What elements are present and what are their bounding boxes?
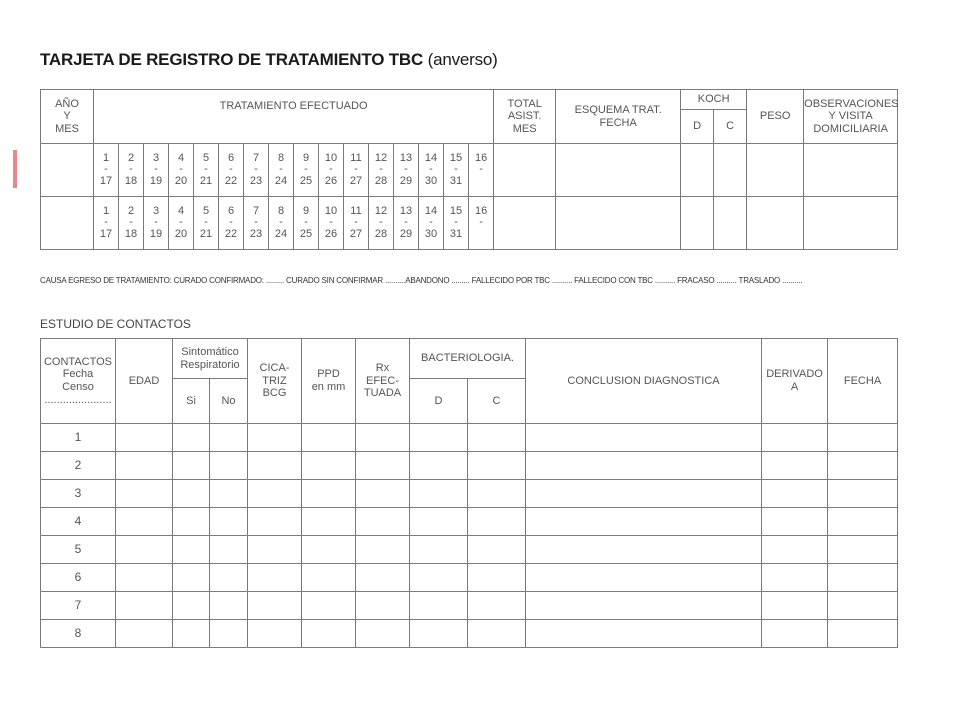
esquema-cell[interactable] — [556, 144, 681, 197]
day-number: 7 — [252, 204, 260, 217]
day-pair-cell[interactable] — [94, 197, 119, 250]
day-pair-cell[interactable] — [444, 144, 469, 197]
contact-row — [41, 592, 898, 620]
day-pair-cell[interactable] — [194, 144, 219, 197]
ppd-cell[interactable] — [302, 452, 356, 480]
day-pair-cell[interactable] — [294, 144, 319, 197]
bact-d-cell[interactable] — [410, 508, 468, 536]
header-koch-d: D — [681, 110, 714, 144]
no-cell[interactable] — [210, 564, 248, 592]
conclusion-cell[interactable] — [526, 564, 762, 592]
day-pair-cell[interactable] — [419, 197, 444, 250]
total-cell[interactable] — [494, 144, 556, 197]
day-pair-cell[interactable] — [219, 144, 244, 197]
day-number: 2 — [127, 204, 135, 217]
day-number: 25 — [299, 174, 313, 187]
header-si: Si — [173, 379, 210, 424]
day-number — [469, 176, 493, 188]
day-pair-cell[interactable] — [469, 197, 494, 250]
day-pair-cell[interactable] — [144, 144, 169, 197]
contacto-cell[interactable]: 8 — [41, 620, 116, 648]
day-pair-cell[interactable] — [194, 197, 219, 250]
day-pair-cell[interactable] — [469, 144, 494, 197]
header-fecha: FECHA — [828, 339, 898, 424]
day-number: 7 — [252, 151, 260, 164]
day-number: - — [454, 216, 458, 229]
conclusion-cell[interactable] — [526, 508, 762, 536]
day-number: 11 — [350, 204, 362, 217]
edad-cell[interactable] — [116, 480, 173, 508]
day-number: - — [379, 163, 383, 176]
title-sub: (anverso) — [427, 50, 498, 69]
day-number: 28 — [374, 227, 388, 240]
day-number: 9 — [302, 204, 310, 217]
derivado-cell[interactable] — [762, 452, 828, 480]
day-number: 13 — [399, 151, 413, 164]
day-number: 3 — [152, 151, 160, 164]
day-number: 23 — [249, 174, 263, 187]
header-derivado-a: DERIVADO A — [762, 339, 828, 424]
bact-d-cell[interactable] — [410, 536, 468, 564]
total-cell[interactable] — [494, 197, 556, 250]
day-number: 20 — [174, 227, 188, 240]
header-peso: PESO — [747, 90, 804, 144]
no-cell[interactable] — [210, 452, 248, 480]
day-number: 18 — [124, 227, 138, 240]
day-number: 11 — [350, 151, 362, 164]
day-number: - — [354, 163, 358, 176]
edad-cell[interactable] — [116, 564, 173, 592]
header-total-asist-mes: TOTAL ASIST. MES — [494, 90, 556, 144]
header-cicatriz-bcg: CICA- TRIZ BCG — [248, 339, 302, 424]
contact-row — [41, 536, 898, 564]
observaciones-cell[interactable] — [804, 144, 898, 197]
day-pair-cell[interactable] — [419, 144, 444, 197]
day-number: - — [429, 216, 433, 229]
day-pair-cell[interactable] — [144, 197, 169, 250]
day-number: 14 — [424, 151, 438, 164]
header-tratamiento-efectuado: TRATAMIENTO EFECTUADO — [94, 90, 494, 144]
day-number: 14 — [424, 204, 438, 217]
day-number: - — [129, 216, 133, 229]
rx-cell[interactable] — [356, 424, 410, 452]
conclusion-cell[interactable] — [526, 536, 762, 564]
contact-row — [41, 424, 898, 452]
day-number: - — [254, 216, 258, 229]
day-number: 10 — [324, 151, 338, 164]
derivado-cell[interactable] — [762, 536, 828, 564]
fecha-cell[interactable] — [828, 480, 898, 508]
day-number: 21 — [199, 174, 213, 187]
contacto-cell[interactable]: 2 — [41, 452, 116, 480]
day-number: 22 — [224, 174, 238, 187]
header-bact-c: C — [468, 379, 526, 424]
fecha-cell[interactable] — [828, 592, 898, 620]
day-number: 1 — [102, 204, 110, 217]
day-pair-cell[interactable] — [244, 144, 269, 197]
ppd-cell[interactable] — [302, 424, 356, 452]
si-cell[interactable] — [173, 620, 210, 648]
bact-c-cell[interactable] — [468, 452, 526, 480]
day-number: - — [404, 163, 408, 176]
contacto-cell[interactable]: 3 — [41, 480, 116, 508]
bact-d-cell[interactable] — [410, 592, 468, 620]
ppd-cell[interactable] — [302, 592, 356, 620]
header-edad: EDAD — [116, 339, 173, 424]
contacto-cell[interactable]: 7 — [41, 592, 116, 620]
bact-d-cell[interactable] — [410, 452, 468, 480]
no-cell[interactable] — [210, 536, 248, 564]
no-cell[interactable] — [210, 592, 248, 620]
header-ano-y-mes: AÑO Y MES — [41, 90, 94, 144]
bact-c-cell[interactable] — [468, 480, 526, 508]
day-number: 21 — [199, 227, 213, 240]
contacto-cell[interactable]: 1 — [41, 424, 116, 452]
day-pair-cell[interactable] — [119, 144, 144, 197]
day-number: - — [229, 163, 233, 176]
day-number: 22 — [224, 227, 238, 240]
bact-c-cell[interactable] — [468, 536, 526, 564]
bact-c-cell[interactable] — [468, 508, 526, 536]
contacto-cell[interactable]: 6 — [41, 564, 116, 592]
derivado-cell[interactable] — [762, 592, 828, 620]
day-pair-cell[interactable] — [269, 197, 294, 250]
ano-mes-cell[interactable] — [41, 197, 94, 250]
derivado-cell[interactable] — [762, 564, 828, 592]
si-cell[interactable] — [173, 508, 210, 536]
contact-row — [41, 564, 898, 592]
bact-d-cell[interactable] — [410, 620, 468, 648]
day-pair-cell[interactable] — [394, 144, 419, 197]
contact-row — [41, 508, 898, 536]
koch-c-cell[interactable] — [714, 197, 747, 250]
edad-cell[interactable] — [116, 424, 173, 452]
day-number: 5 — [202, 151, 210, 164]
day-pair-cell[interactable] — [319, 144, 344, 197]
fecha-cell[interactable] — [828, 536, 898, 564]
day-number: - — [379, 216, 383, 229]
day-number: - — [279, 163, 283, 176]
day-number: 4 — [177, 204, 185, 217]
header-no: No — [210, 379, 248, 424]
day-number: 13 — [399, 204, 413, 217]
fecha-cell[interactable] — [828, 508, 898, 536]
day-number: 24 — [274, 174, 288, 187]
day-number: 29 — [399, 227, 413, 240]
ppd-cell[interactable] — [302, 536, 356, 564]
day-pair-cell[interactable] — [169, 197, 194, 250]
fecha-cell[interactable] — [828, 620, 898, 648]
header-ppd: PPD en mm — [302, 339, 356, 424]
peso-cell[interactable] — [747, 197, 804, 250]
day-number: 17 — [99, 174, 113, 187]
bact-c-cell[interactable] — [468, 424, 526, 452]
ppd-cell[interactable] — [302, 620, 356, 648]
bact-c-cell[interactable] — [468, 592, 526, 620]
header-koch-c: C — [714, 110, 747, 144]
rx-cell[interactable] — [356, 480, 410, 508]
day-number: 17 — [99, 227, 113, 240]
ano-mes-cell[interactable] — [41, 144, 94, 197]
day-number: 3 — [152, 204, 160, 217]
header-koch: KOCH — [681, 90, 747, 110]
no-cell[interactable] — [210, 508, 248, 536]
day-number: - — [229, 216, 233, 229]
edad-cell[interactable] — [116, 452, 173, 480]
day-pair-cell[interactable] — [294, 197, 319, 250]
conclusion-cell[interactable] — [526, 480, 762, 508]
day-number: - — [354, 216, 358, 229]
rx-cell[interactable] — [356, 452, 410, 480]
day-number: 8 — [277, 151, 285, 164]
day-number: - — [154, 216, 158, 229]
rx-cell[interactable] — [356, 592, 410, 620]
cicatriz-cell[interactable] — [248, 508, 302, 536]
day-number: 30 — [424, 227, 438, 240]
treatment-row-2 — [41, 197, 898, 250]
treatment-row-1 — [41, 144, 898, 197]
contacts-table — [40, 338, 898, 648]
edad-cell[interactable] — [116, 536, 173, 564]
day-number: 24 — [274, 227, 288, 240]
day-number: - — [454, 163, 458, 176]
day-pair-cell[interactable] — [269, 144, 294, 197]
day-pair-cell[interactable] — [344, 197, 369, 250]
day-number — [469, 229, 493, 241]
rx-cell[interactable] — [356, 564, 410, 592]
contact-row — [41, 452, 898, 480]
ppd-cell[interactable] — [302, 508, 356, 536]
day-number: - — [129, 163, 133, 176]
no-cell[interactable] — [210, 620, 248, 648]
header-contactos: CONTACTOS Fecha Censo ...................... — [41, 339, 116, 424]
header-esquema-trat-fecha: ESQUEMA TRAT. FECHA — [556, 90, 681, 144]
causa-egreso-text: CAUSA EGRESO DE TRATAMIENTO: CURADO CONFIRMADO: ......... CURADO SIN CONFIRMAR ..........ABANDONO ......... FALLECIDO POR TBC .......... FALLECIDO CON TBC .......... FRACASO .......... TRASLADO .......... — [40, 276, 803, 285]
fecha-cell[interactable] — [828, 424, 898, 452]
cicatriz-cell[interactable] — [248, 592, 302, 620]
day-number: 27 — [349, 174, 363, 187]
day-number: 31 — [449, 174, 463, 187]
day-number: - — [279, 216, 283, 229]
day-number: - — [204, 163, 208, 176]
day-number: - — [304, 163, 308, 176]
fecha-cell[interactable] — [828, 564, 898, 592]
title-main: TARJETA DE REGISTRO DE TRATAMIENTO TBC — [40, 50, 424, 69]
si-cell[interactable] — [173, 592, 210, 620]
day-number: - — [429, 163, 433, 176]
bact-d-cell[interactable] — [410, 424, 468, 452]
edad-cell[interactable] — [116, 508, 173, 536]
koch-d-cell[interactable] — [681, 144, 714, 197]
day-pair-cell[interactable] — [169, 144, 194, 197]
day-number: - — [254, 163, 258, 176]
rx-cell[interactable] — [356, 536, 410, 564]
day-number: 6 — [227, 151, 235, 164]
observaciones-cell[interactable] — [804, 197, 898, 250]
day-number: - — [104, 216, 108, 229]
day-number: 18 — [124, 174, 138, 187]
day-pair-cell[interactable] — [369, 197, 394, 250]
day-number: 27 — [349, 227, 363, 240]
day-number: 31 — [449, 227, 463, 240]
contact-row — [41, 620, 898, 648]
contacto-cell[interactable]: 4 — [41, 508, 116, 536]
estudio-contactos-title: ESTUDIO DE CONTACTOS — [40, 317, 191, 331]
si-cell[interactable] — [173, 564, 210, 592]
day-number: - — [329, 163, 333, 176]
no-cell[interactable] — [210, 480, 248, 508]
cicatriz-cell[interactable] — [248, 536, 302, 564]
day-number: - — [179, 163, 183, 176]
day-number: 30 — [424, 174, 438, 187]
day-number: 9 — [302, 151, 310, 164]
no-cell[interactable] — [210, 424, 248, 452]
si-cell[interactable] — [173, 536, 210, 564]
conclusion-cell[interactable] — [526, 620, 762, 648]
si-cell[interactable] — [173, 452, 210, 480]
peso-cell[interactable] — [747, 144, 804, 197]
day-number: 12 — [374, 151, 388, 164]
day-number: - — [104, 163, 108, 176]
day-pair-cell[interactable] — [119, 197, 144, 250]
conclusion-cell[interactable] — [526, 592, 762, 620]
day-number: - — [404, 216, 408, 229]
cicatriz-cell[interactable] — [248, 424, 302, 452]
day-number: 4 — [177, 151, 185, 164]
cicatriz-cell[interactable] — [248, 620, 302, 648]
day-number: 23 — [249, 227, 263, 240]
day-number: 6 — [227, 204, 235, 217]
conclusion-cell[interactable] — [526, 424, 762, 452]
header-rx-efectuada: Rx EFEC- TUADA — [356, 339, 410, 424]
day-number: 15 — [449, 204, 463, 217]
day-number: - — [204, 216, 208, 229]
day-number: 2 — [127, 151, 135, 164]
rx-cell[interactable] — [356, 508, 410, 536]
day-pair-cell[interactable] — [394, 197, 419, 250]
contacto-cell[interactable]: 5 — [41, 536, 116, 564]
page-title — [40, 50, 498, 70]
cicatriz-cell[interactable] — [248, 564, 302, 592]
day-pair-cell[interactable] — [94, 144, 119, 197]
derivado-cell[interactable] — [762, 424, 828, 452]
day-pair-cell[interactable] — [219, 197, 244, 250]
edad-cell[interactable] — [116, 620, 173, 648]
koch-c-cell[interactable] — [714, 144, 747, 197]
cicatriz-cell[interactable] — [248, 452, 302, 480]
rx-cell[interactable] — [356, 620, 410, 648]
header-observaciones: OBSERVACIONES Y VISITA DOMICILIARIA — [804, 90, 898, 144]
ppd-cell[interactable] — [302, 564, 356, 592]
day-pair-cell[interactable] — [369, 144, 394, 197]
bact-d-cell[interactable] — [410, 564, 468, 592]
header-bacteriologia: BACTERIOLOGIA. — [410, 339, 526, 379]
si-cell[interactable] — [173, 424, 210, 452]
conclusion-cell[interactable] — [526, 452, 762, 480]
day-pair-cell[interactable] — [319, 197, 344, 250]
day-number: - — [329, 216, 333, 229]
derivado-cell[interactable] — [762, 480, 828, 508]
day-number: 25 — [299, 227, 313, 240]
header-conclusion-diagnostica: CONCLUSION DIAGNOSTICA — [526, 339, 762, 424]
day-number: - — [479, 163, 483, 176]
si-cell[interactable] — [173, 480, 210, 508]
day-number: 15 — [449, 151, 463, 164]
day-number: 26 — [324, 174, 338, 187]
bact-c-cell[interactable] — [468, 564, 526, 592]
ppd-cell[interactable] — [302, 480, 356, 508]
day-number: 26 — [324, 227, 338, 240]
accent-bar — [13, 150, 17, 188]
koch-d-cell[interactable] — [681, 197, 714, 250]
day-number: - — [479, 216, 483, 229]
header-bact-d: D — [410, 379, 468, 424]
bact-c-cell[interactable] — [468, 620, 526, 648]
day-number: - — [179, 216, 183, 229]
day-pair-cell[interactable] — [444, 197, 469, 250]
day-number: 10 — [324, 204, 338, 217]
contact-row — [41, 480, 898, 508]
day-pair-cell[interactable] — [344, 144, 369, 197]
derivado-cell[interactable] — [762, 508, 828, 536]
esquema-cell[interactable] — [556, 197, 681, 250]
fecha-cell[interactable] — [828, 452, 898, 480]
day-number: 29 — [399, 174, 413, 187]
day-number: 16 — [474, 151, 488, 164]
day-number: 12 — [374, 204, 388, 217]
day-number: 20 — [174, 174, 188, 187]
treatment-table — [40, 89, 898, 250]
bact-d-cell[interactable] — [410, 480, 468, 508]
day-number: 1 — [102, 151, 110, 164]
derivado-cell[interactable] — [762, 620, 828, 648]
day-number: - — [304, 216, 308, 229]
day-number: 19 — [149, 174, 163, 187]
day-number: 19 — [149, 227, 163, 240]
edad-cell[interactable] — [116, 592, 173, 620]
cicatriz-cell[interactable] — [248, 480, 302, 508]
day-number: 16 — [474, 204, 488, 217]
day-number: - — [154, 163, 158, 176]
day-pair-cell[interactable] — [244, 197, 269, 250]
day-number: 5 — [202, 204, 210, 217]
header-sintomatico-respiratorio: Sintomático Respiratorio — [173, 339, 248, 379]
day-number: 8 — [277, 204, 285, 217]
day-number: 28 — [374, 174, 388, 187]
